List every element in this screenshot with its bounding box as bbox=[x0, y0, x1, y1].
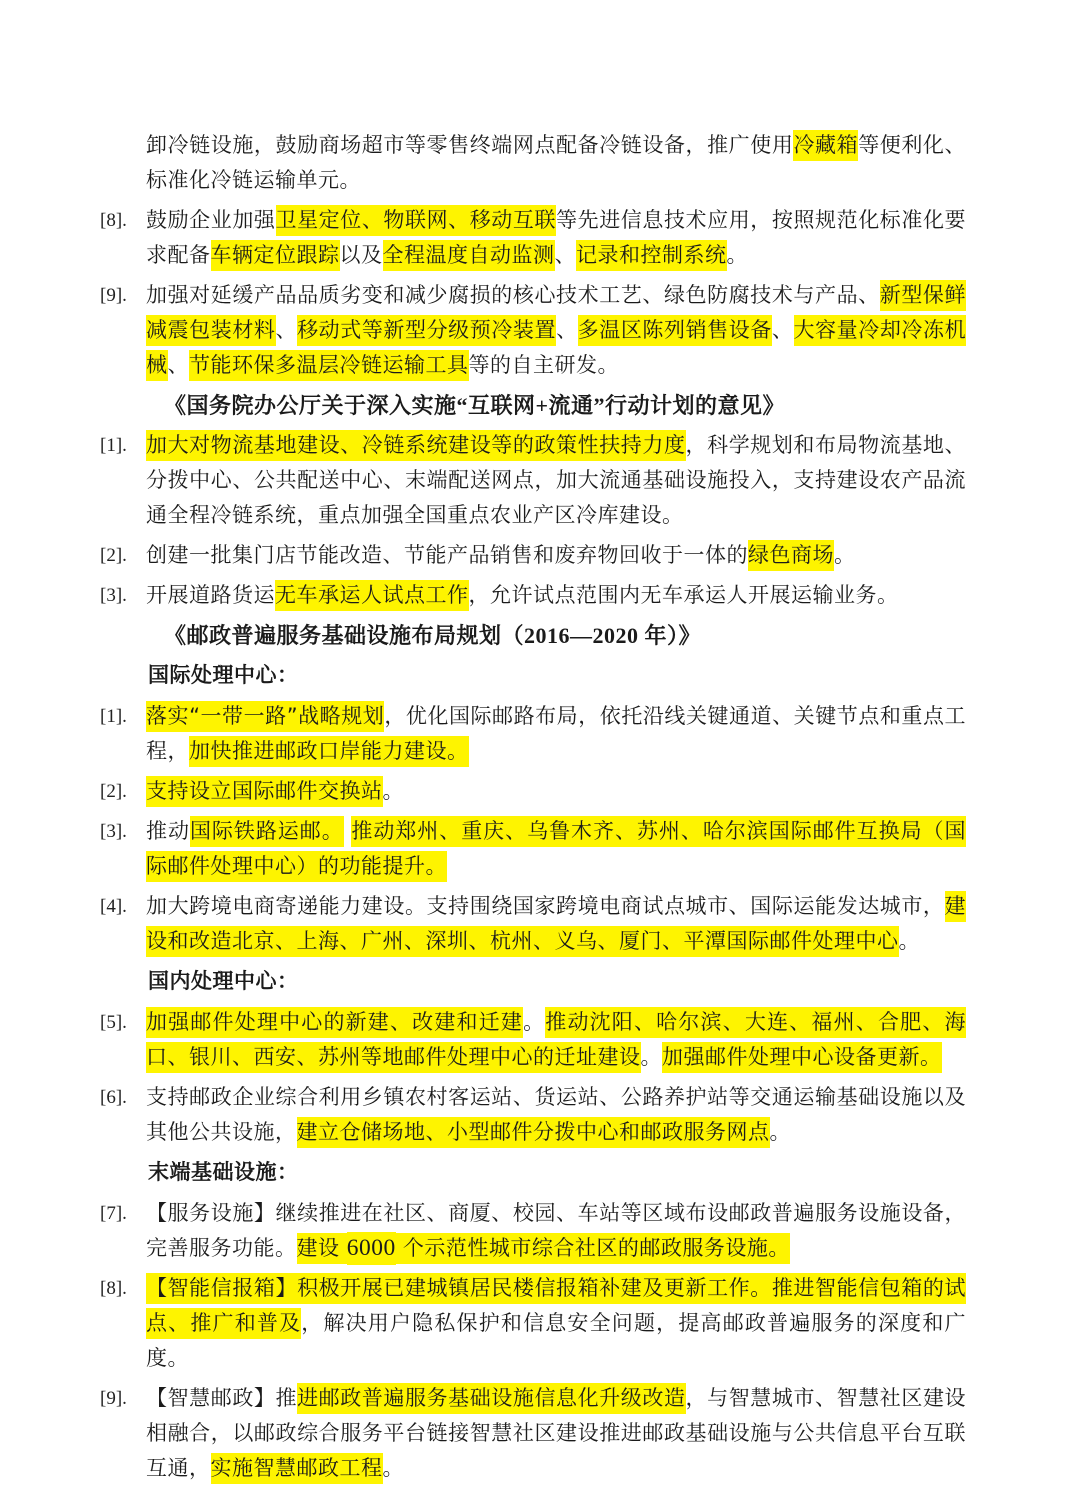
list-item bbox=[100, 203, 966, 273]
highlighted-text-run: 节能环保多温层冷链运输工具 bbox=[189, 350, 469, 381]
text-run: 。 bbox=[640, 1045, 662, 1069]
list-item bbox=[100, 889, 966, 959]
text-run: 。 bbox=[834, 543, 856, 567]
paragraph-text bbox=[146, 1080, 966, 1150]
highlighted-text-run: 6000 bbox=[347, 1232, 396, 1265]
list-item bbox=[100, 428, 966, 533]
highlighted-text-run: 进邮政普遍服务基础设施信息化升级改造 bbox=[297, 1383, 685, 1414]
paragraph-text bbox=[146, 203, 966, 273]
paragraph-text bbox=[146, 578, 966, 613]
text-run: 国际处理中心： bbox=[148, 663, 299, 687]
subheading bbox=[100, 964, 966, 999]
paragraph-text bbox=[146, 1381, 966, 1486]
text-run: 等的自主研发。 bbox=[468, 353, 619, 377]
text-run: 。 bbox=[382, 1456, 404, 1480]
highlighted-text-run: 落实“一带一路”战略规划 bbox=[146, 701, 384, 732]
text-run: 【服务设施】继续推进在社区、商厦、校园、车站等区域布设邮政普遍服务设施设备，完善服务功能。 bbox=[146, 1201, 966, 1260]
highlighted-text-run: 移动式等新型分级预冷装置 bbox=[297, 315, 556, 346]
list-item bbox=[100, 578, 966, 613]
subheading bbox=[100, 658, 966, 693]
text-run: 、 bbox=[556, 318, 578, 342]
paragraph-text bbox=[146, 1271, 966, 1376]
highlighted-text-run: 建立仓储场地、小型邮件分拨中心和邮政服务网点 bbox=[297, 1117, 770, 1148]
text-run: 、 bbox=[275, 318, 298, 342]
item-number: [4]. bbox=[100, 896, 127, 917]
continuation bbox=[100, 128, 966, 198]
item-number: [5]. bbox=[100, 1012, 127, 1033]
highlighted-text-run: 大容量冷却冷冻机械 bbox=[146, 315, 966, 381]
paragraph-text bbox=[146, 699, 966, 769]
highlighted-text-run: 建设和改造北京、上海、广州、深圳、杭州、义乌、厦门、平潭国际邮件处理中心 bbox=[146, 891, 966, 957]
highlighted-text-run: 新型保鲜减震包装材料 bbox=[146, 280, 966, 346]
paragraph-text bbox=[148, 964, 966, 999]
list-item bbox=[100, 1080, 966, 1150]
text-run: 。 bbox=[769, 1120, 791, 1144]
item-number: [8]. bbox=[100, 210, 127, 231]
text-run: 加强对延缓产品品质劣变和减少腐损的核心技术工艺、绿色防腐技术与产品、 bbox=[146, 283, 880, 307]
item-number: [1]. bbox=[100, 706, 127, 727]
highlighted-text-run: 推动沈阳、哈尔滨、大连、福州、合肥、海口、银川、西安、苏州等地邮件处理中心的迁址建设 bbox=[146, 1007, 966, 1073]
highlighted-text-run: 多温区陈列销售设备 bbox=[578, 315, 772, 346]
text-run: 、 bbox=[771, 318, 794, 342]
paragraph-text bbox=[146, 278, 966, 383]
item-number: [2]. bbox=[100, 545, 127, 566]
highlighted-text-run: 绿色商场 bbox=[748, 540, 834, 571]
paragraph-text bbox=[146, 538, 966, 573]
text-run: 国内处理中心： bbox=[148, 969, 299, 993]
list-item bbox=[100, 278, 966, 383]
list-item bbox=[100, 1271, 966, 1376]
list-item bbox=[100, 1196, 966, 1266]
text-run: 【智慧邮政】推 bbox=[146, 1386, 298, 1410]
highlighted-text-run: 个示范性城市综合社区的邮政服务设施。 bbox=[396, 1233, 790, 1264]
text-run: ，解决用户隐私保护和信息安全问题，提高邮政普遍服务的深度和广度。 bbox=[146, 1311, 966, 1370]
text-run: 、 bbox=[167, 353, 189, 377]
text-run: 等先进信息技术应用，按照规范化标准化要求配备 bbox=[146, 208, 967, 267]
highlighted-text-run: 冷藏箱 bbox=[793, 130, 858, 161]
document-body bbox=[100, 128, 966, 1491]
paragraph-text bbox=[146, 814, 966, 884]
list-item bbox=[100, 538, 966, 573]
item-number: [3]. bbox=[100, 821, 127, 842]
highlighted-text-run: 【智能信报箱】积极开展已建城镇居民楼信报箱补建及更新工作。推进智能信包箱的试点、推广和普及 bbox=[146, 1273, 966, 1339]
paragraph-text bbox=[146, 889, 966, 959]
list-item bbox=[100, 1005, 966, 1075]
text-run: 。 bbox=[382, 779, 404, 803]
text-run: 《邮政普遍服务基础设施布局规划（2016—2020 年）》 bbox=[164, 623, 702, 648]
item-number: [1]. bbox=[100, 435, 127, 456]
highlighted-text-run: 全程温度自动监测 bbox=[383, 240, 555, 271]
text-run: 支持邮政企业综合利用乡镇农村客运站、货运站、公路养护站等交通运输基础设施以及其他公共设施， bbox=[146, 1085, 966, 1144]
highlighted-text-run: 车辆定位跟踪 bbox=[211, 240, 340, 271]
paragraph-text bbox=[146, 1005, 966, 1075]
highlighted-text-run: 无车承运人试点工作 bbox=[275, 580, 469, 611]
highlighted-text-run: 实施智慧邮政工程 bbox=[211, 1453, 383, 1484]
highlighted-text-run: 国际铁路运邮。 bbox=[190, 816, 344, 847]
text-run: 创建一批集门店节能改造、节能产品销售和废弃物回收于一体的 bbox=[146, 543, 748, 567]
paragraph-text bbox=[146, 774, 966, 809]
list-item bbox=[100, 1381, 966, 1486]
highlighted-text-run: 支持设立国际邮件交换站 bbox=[146, 776, 383, 807]
item-number: [6]. bbox=[100, 1087, 127, 1108]
list-item bbox=[100, 774, 966, 809]
highlighted-text-run: 建设 bbox=[297, 1233, 347, 1264]
text-run: 等便利化、标准化冷链运输单元。 bbox=[146, 133, 967, 192]
text-run: 卸冷链设施，鼓励商场超市等零售终端网点配备冷链设备，推广使用 bbox=[146, 133, 794, 157]
document-title bbox=[100, 618, 966, 653]
list-item bbox=[100, 699, 966, 769]
text-run: ，允许试点范围内无车承运人开展运输业务。 bbox=[468, 583, 899, 607]
item-number: [9]. bbox=[100, 285, 127, 306]
item-number: [3]. bbox=[100, 585, 127, 606]
text-run: 、 bbox=[554, 243, 576, 267]
text-run: 以及 bbox=[339, 243, 383, 267]
highlighted-text-run: 加快推进邮政口岸能力建设。 bbox=[189, 736, 469, 767]
paragraph-text bbox=[146, 1196, 966, 1266]
highlighted-text-run: 卫星定位、物联网、移动互联 bbox=[276, 205, 557, 236]
text-run: 《国务院办公厅关于深入实施“互联网+流通”行动计划的意见》 bbox=[164, 393, 786, 418]
text-run: 末端基础设施： bbox=[148, 1160, 299, 1184]
item-number: [7]. bbox=[100, 1203, 127, 1224]
paragraph-text bbox=[164, 618, 966, 653]
highlighted-text-run: 加大对物流基地建设、冷链系统建设等的政策性扶持力度 bbox=[146, 430, 686, 461]
text-run: 加大跨境电商寄递能力建设。支持围绕国家跨境电商试点城市、国际运能发达城市， bbox=[146, 894, 945, 918]
subheading bbox=[100, 1155, 966, 1190]
paragraph-text bbox=[148, 658, 966, 693]
list-item bbox=[100, 814, 966, 884]
text-run: 开展道路货运 bbox=[146, 583, 275, 607]
highlighted-text-run: 加强邮件处理中心设备更新。 bbox=[662, 1042, 942, 1073]
highlighted-text-run: 加强邮件处理中心的新建、改建和迁建 bbox=[146, 1007, 523, 1038]
item-number: [2]. bbox=[100, 781, 127, 802]
text-run: 。 bbox=[726, 243, 748, 267]
paragraph-text bbox=[148, 1155, 966, 1190]
paragraph-text bbox=[146, 128, 966, 198]
text-run: 。 bbox=[523, 1010, 546, 1034]
paragraph-text bbox=[146, 428, 966, 533]
text-run: ，科学规划和布局物流基地、分拨中心、公共配送中心、末端配送网点，加大流通基础设施投入，支持建设农产品流通全程冷链系统，重点加强全国重点农业产区冷库建设。 bbox=[146, 433, 967, 527]
highlighted-text-run: 记录和控制系统 bbox=[576, 240, 727, 271]
item-number: [9]. bbox=[100, 1388, 127, 1409]
text-run: 。 bbox=[898, 929, 920, 953]
highlighted-text-run: 推动郑州、重庆、乌鲁木齐、苏州、哈尔滨国际邮件互换局（国际邮件处理中心）的功能提升。 bbox=[146, 816, 966, 882]
document-title bbox=[100, 388, 966, 423]
item-number: [8]. bbox=[100, 1278, 127, 1299]
paragraph-text bbox=[164, 388, 966, 423]
text-run: ，优化国际邮路布局，依托沿线关键通道、关键节点和重点工程， bbox=[146, 704, 966, 763]
text-run: 推动 bbox=[146, 819, 190, 843]
text-run: 鼓励企业加强 bbox=[146, 208, 276, 232]
text-run: ，与智慧城市、智慧社区建设相融合，以邮政综合服务平台链接智慧社区建设推进邮政基础设施与公共信息平台互联互通， bbox=[146, 1386, 967, 1480]
